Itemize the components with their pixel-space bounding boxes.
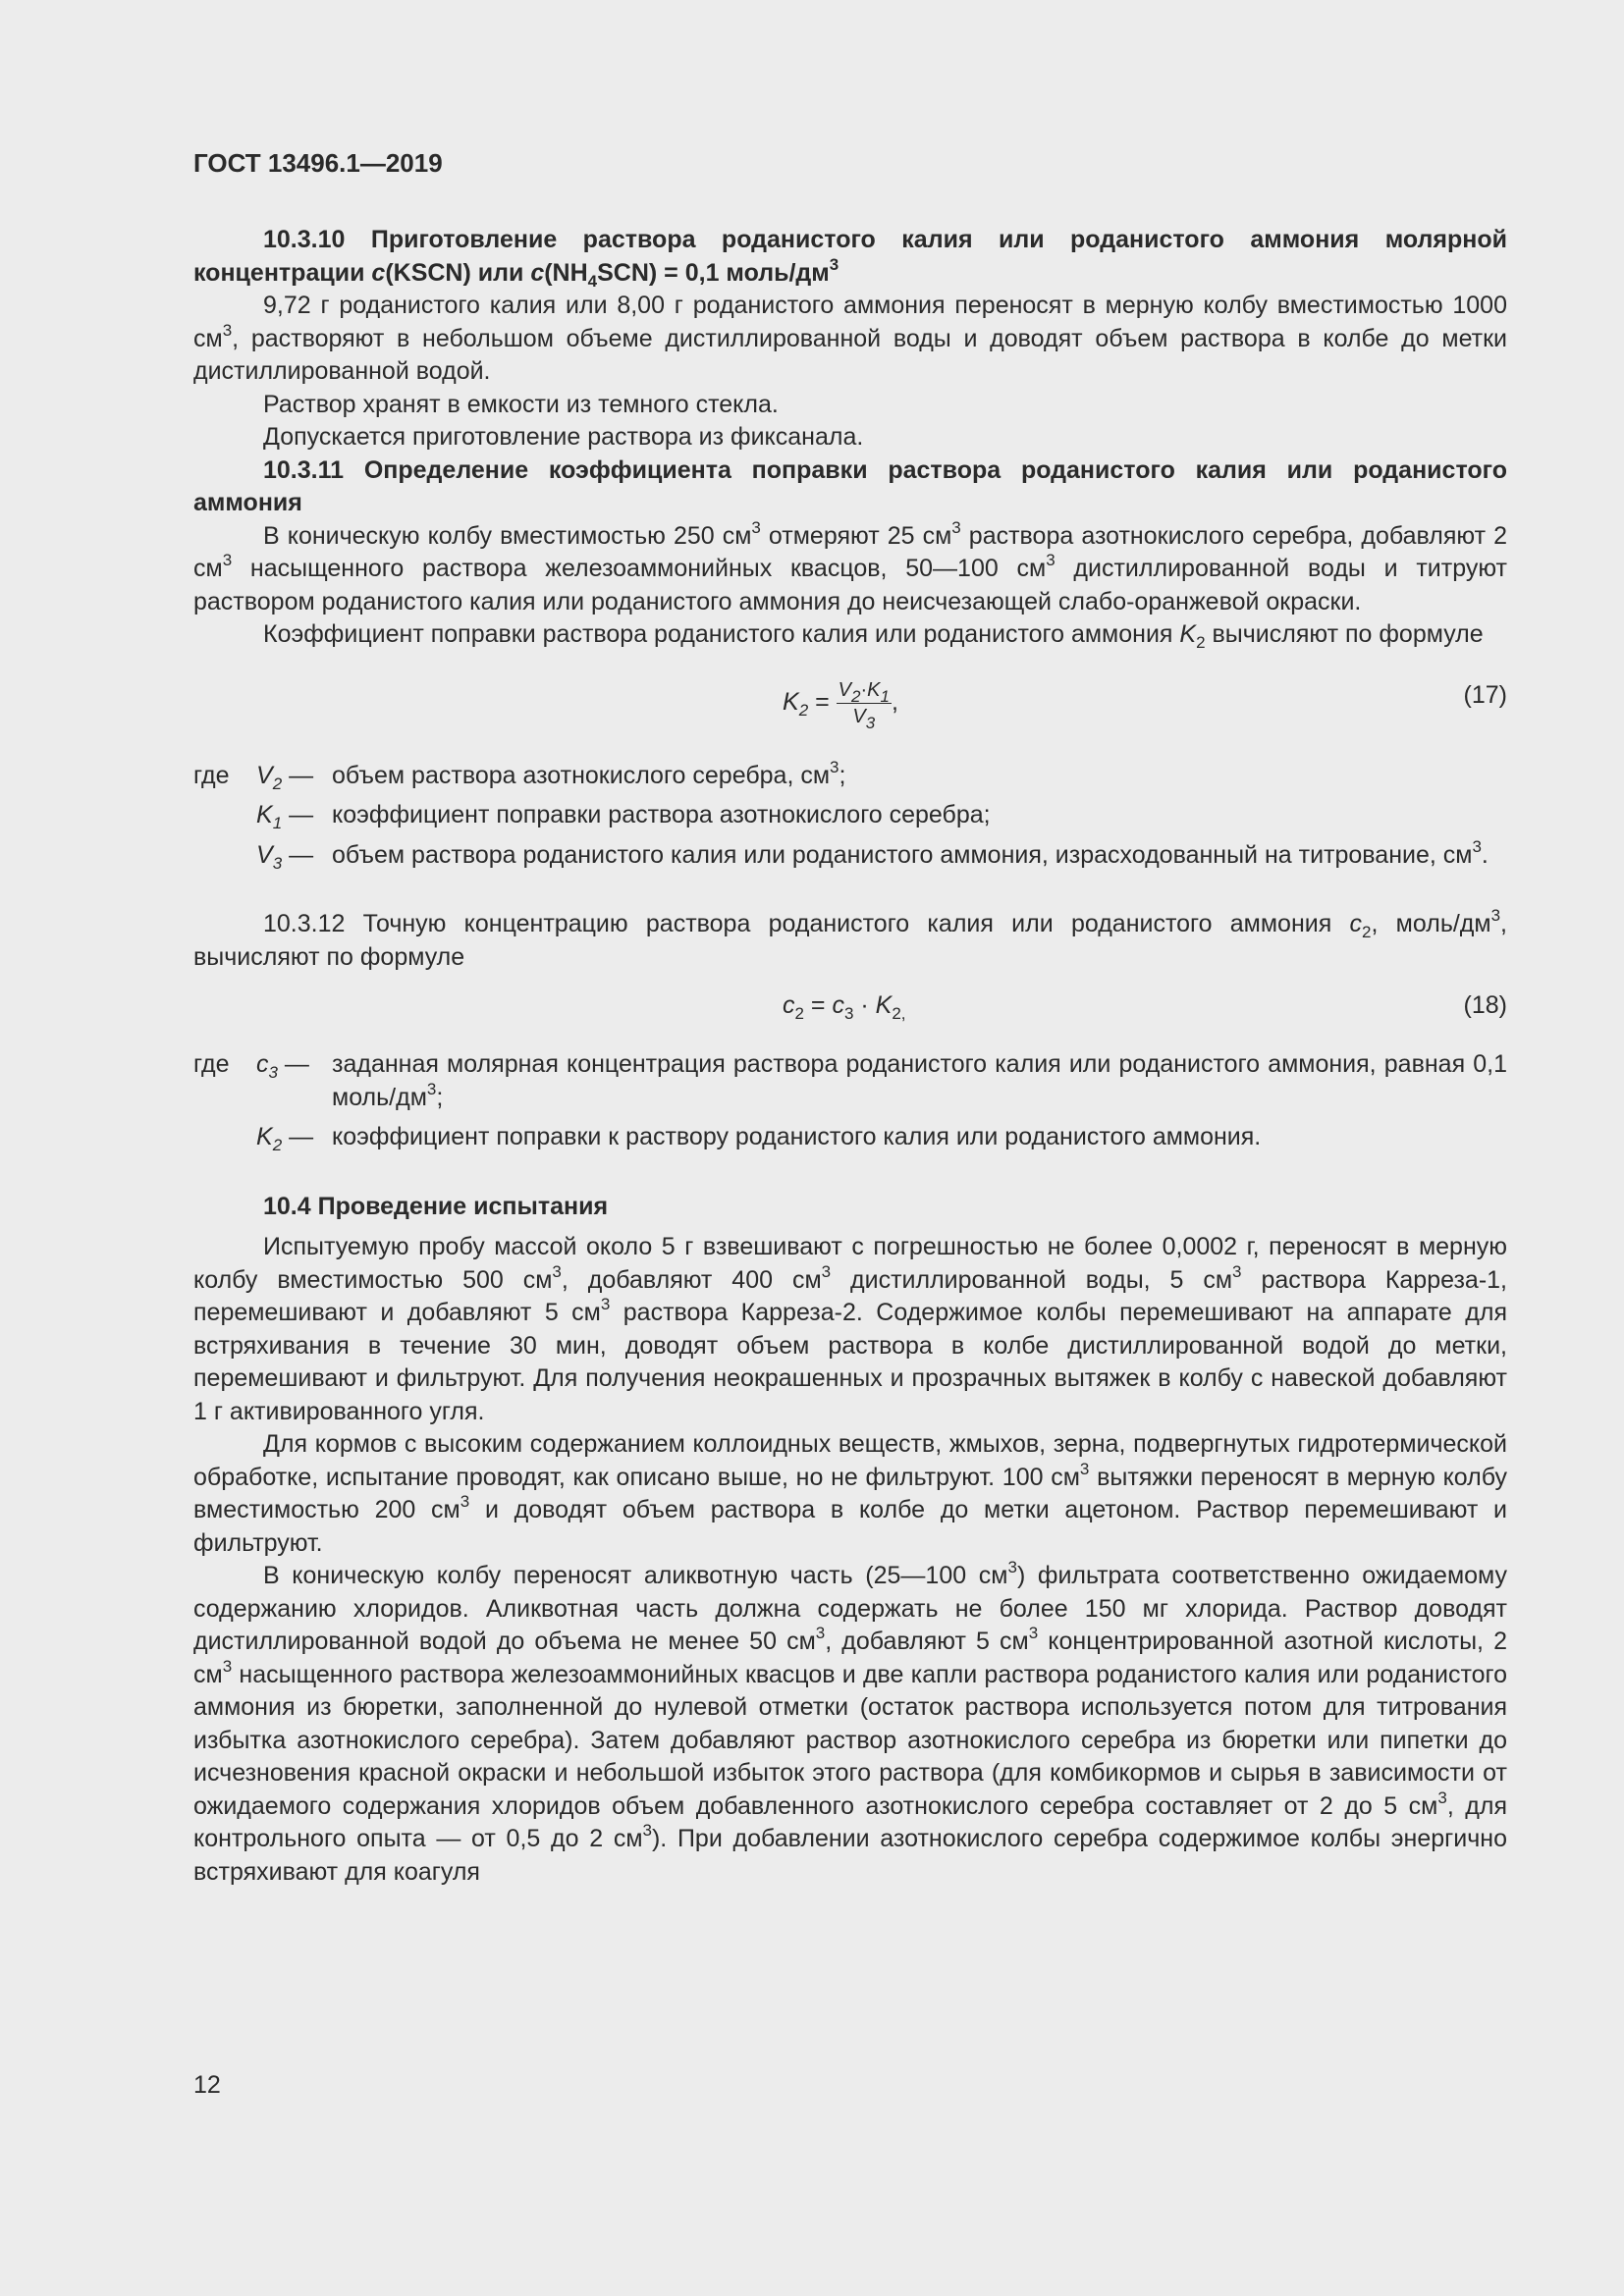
standard-header: ГОСТ 13496.1—2019 [193, 148, 443, 178]
formula-18 [193, 988, 1507, 1031]
formula-17-expression: $K_2$ = $\frac{V_2\cdot K_1}{V_3}$ , [783, 678, 898, 732]
paragraph: В коническую колбу вместимостью 250 $см^3$ отмеряют 25 $см^3$ раствора азотнокислого серебра, добавляют 2 $см^3$ насыщенного раствора железоаммонийных квасцов, 50—100 $см^3$ дистиллированной воды и титруют раствором роданистого калия или роданистого аммония до неисчезающей слабо-оранжевой окраски. [193, 517, 1507, 615]
paragraph: 9,72 г роданистого калия или 8,00 г роданистого аммония переносят в мерную колбу вместимостью 1000 $см^3$, растворяют в небольшом объеме дистиллированной воды и доводят объем раствора в колбе до метки дистиллированной водой. [193, 292, 1507, 385]
section-10-3-12: 10.3.12 Точную концентрацию раствора роданистого калия или роданистого аммония $c_2$, моль/$дм^3$, вычисляют по формуле [193, 906, 1507, 971]
definition-item: $K_2$ — коэффициент поправки к раствору роданистого калия или роданистого аммония. [256, 1123, 1262, 1154]
paragraph: Для кормов с высоким содержанием коллоидных веществ, жмыхов, зерна, подвергнутых гидротермической обработке, испытание проводят, как описано выше, но не фильтруют. 100 $см^3$ вытяжки переносят в мерную колбу вместимостью 200 $см^3$ и доводят объем раствора в колбе до метки ацетоном. Раствор перемешивают и фильтруют. [193, 1430, 1507, 1557]
fraction: $\frac{V_2\cdot K_1}{V_3}$ [838, 678, 890, 732]
paragraph: В коническую колбу переносят аликвотную часть (25—100 $см^3$) фильтрата соответственно ожидаемому содержанию хлоридов. Аликвотная часть должна содержать не более 150 мг хлорида. Раствор доводят дистиллированной водой до объема не менее 50 $см^3$, добавляют 5 $см^3$ концентрированной азотной кислоты, 2 $см^3$ насыщенного раствора железоаммонийных квасцов и две капли раствора роданистого калия или роданистого аммония из бюретки, заполненной до нулевой отметки (остаток раствора используется потом для титрования избытка азотнокислого серебра). Затем добавляют раствор азотнокислого серебра из бюретки или пипетки до исчезновения красной окраски и небольшой избыток этого раствора (для комбикормов и сырья в зависимости от ожидаемого содержания хлоридов объем добавленного азотнокислого серебра составляет от 2 до 5 $см^3$, для контрольного опыта — от 0,5 до 2 $см^3$). При добавлении азотнокислого серебра содержимое колбы энергично встряхивают для коагуля [193, 1558, 1508, 1886]
formula-number: (18) [1463, 991, 1507, 1019]
formula-18-expression: $c_2 = c_3 \cdot K_{2,}$ [783, 991, 906, 1023]
definition-item: $V_3$ — объем раствора роданистого калия или роданистого аммония, израсходованный на титрование, $см^3$. [256, 836, 1489, 873]
formula-number: (17) [1463, 680, 1507, 709]
section-10-3-10-title: 10.3.10 Приготовление раствора роданистого калия или роданистого аммония молярной концентрации c(KSCN) или $c(NH_4SCN) = 0,1$ моль/$дм^3$ [193, 226, 1507, 291]
section-10-4-title: 10.4 Проведение испытания [263, 1192, 609, 1220]
section-10-3-11-title: 10.3.11 Определение коэффициента поправки раствора роданистого калия или роданистого аммония [193, 455, 1507, 516]
document-body [193, 224, 1507, 1889]
definition-item: $K_1$ — коэффициент поправки раствора азотнокислого серебра; [256, 801, 991, 832]
page-number: 12 [193, 2071, 221, 2099]
paragraph: Испытуемую пробу массой около 5 г взвешивают с погрешностью не более 0,0002 г, переносят в мерную колбу вместимостью 500 $см^3$, добавляют 400 $см^3$ дистиллированной воды, 5 $см^3$ раствора Карреза-1, перемешивают и добавляют 5 $см^3$ раствора Карреза-2. Содержимое колбы перемешивают на аппарате для встряхивания в течение 30 мин, доводят объем раствора в колбе дистиллированной водой до метки, перемешивают и фильтруют. Для получения неокрашенных и прозрачных вытяжек в колбу с навеской добавляют 1 г активированного угля. [193, 1233, 1507, 1425]
definition-item: где $c_3$ — заданная молярная концентрация раствора роданистого калия или роданистого аммония, равная 0,1 моль/$дм^3$; [193, 1050, 1507, 1111]
formula-17 [193, 669, 1507, 744]
paragraph: Раствор хранят в емкости из темного стекла. [263, 390, 779, 418]
where-list-1 [193, 757, 1507, 873]
where-list-2 [193, 1048, 1507, 1154]
definition-item: где $V_2$ — объем раствора азотнокислого серебра, $см^3$; [193, 757, 846, 793]
paragraph: Коэффициент поправки раствора роданистого калия или роданистого аммония $K_2$ вычисляют по формуле [263, 620, 1484, 652]
paragraph: Допускается приготовление раствора из фиксанала. [263, 423, 864, 451]
